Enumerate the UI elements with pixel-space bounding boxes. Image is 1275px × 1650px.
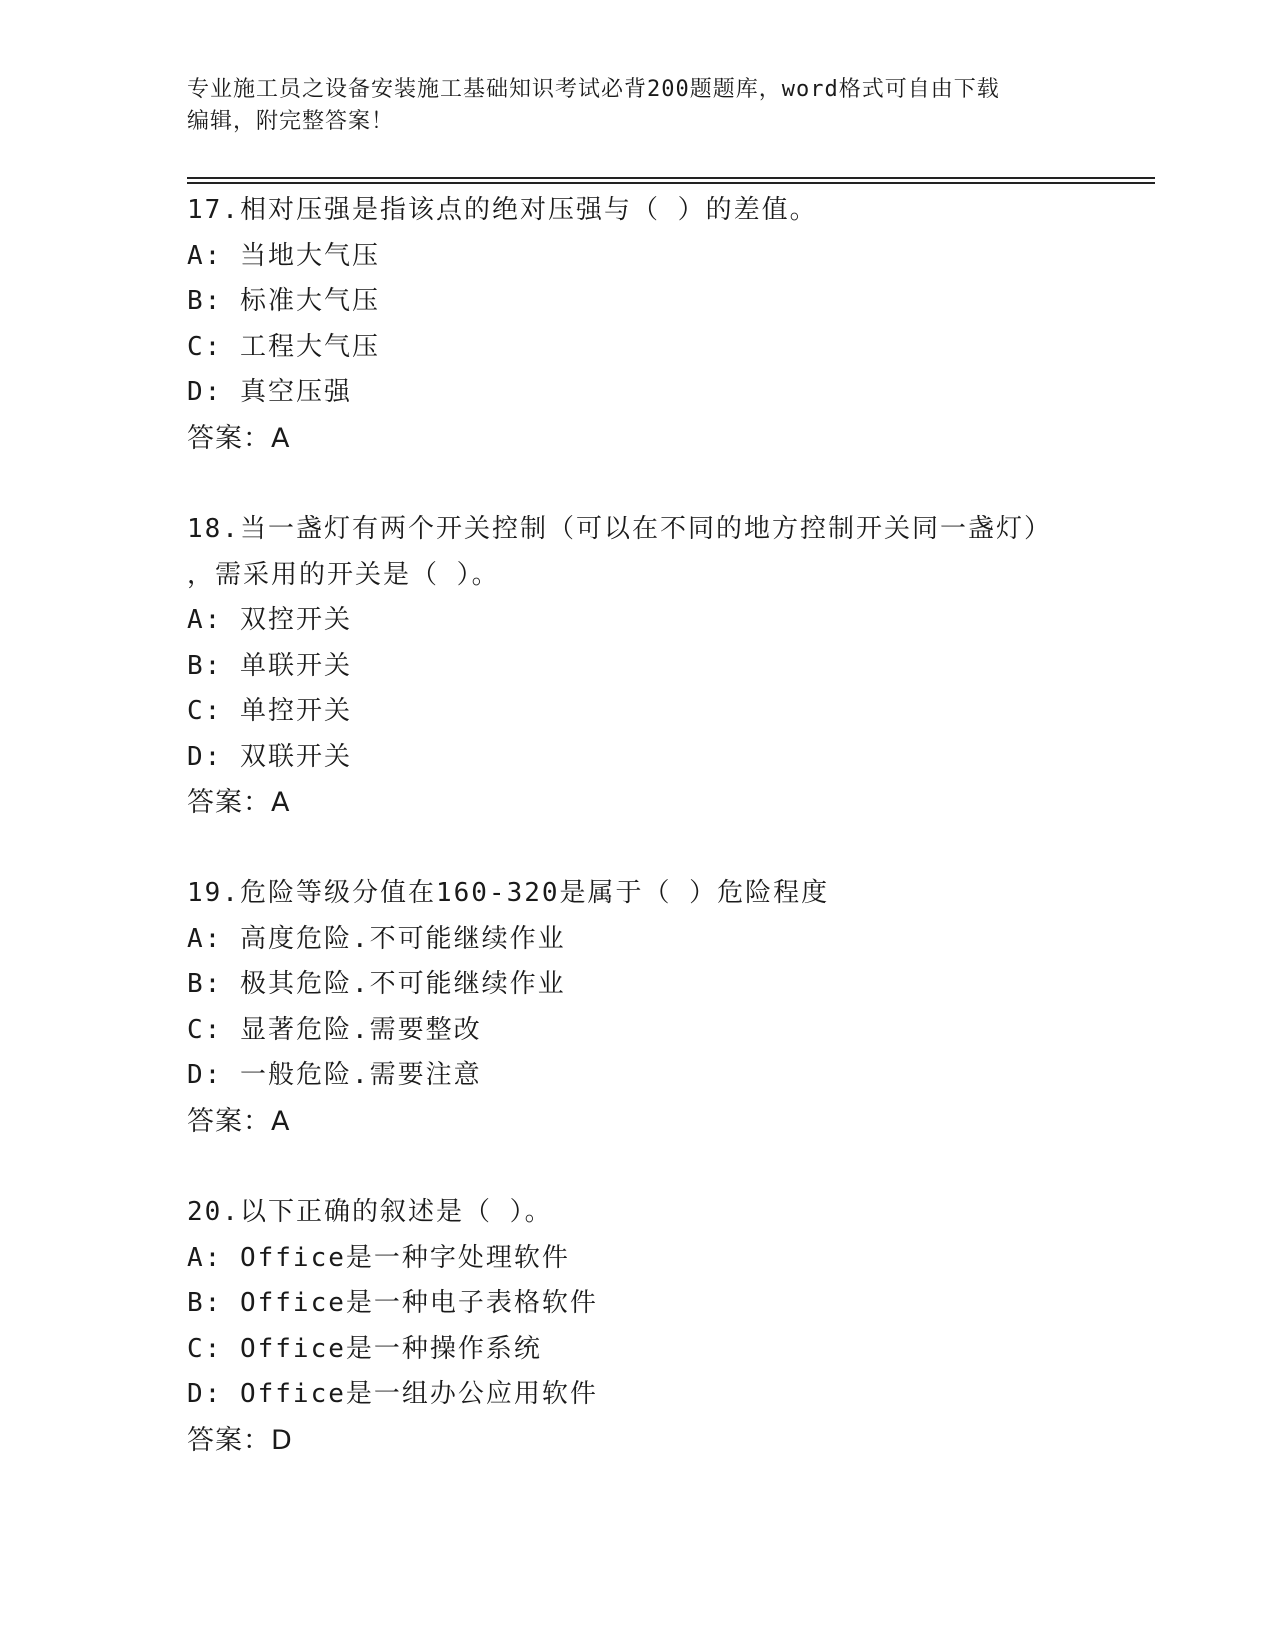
- option-a: A: 当地大气压: [187, 240, 380, 271]
- option-c: C: 工程大气压: [187, 331, 380, 362]
- header-title-line-2: 编辑，附完整答案！: [187, 109, 395, 134]
- document-header: [187, 74, 1067, 138]
- answer-line: 答案：D: [187, 1424, 293, 1456]
- option-a: A: 双控开关: [187, 605, 352, 635]
- option-c: C: 显著危险.需要整改: [187, 1014, 482, 1045]
- question-stem: 17.相对压强是指该点的绝对压强与（ ）的差值。: [187, 195, 818, 225]
- option-b: B: 标准大气压: [187, 286, 380, 316]
- option-d: D: 真空压强: [187, 377, 352, 407]
- option-a: A: Office是一种字处理软件: [187, 1242, 570, 1273]
- option-a: A: 高度危险.不可能继续作业: [187, 923, 566, 954]
- option-d: D: 一般危险.需要注意: [187, 1060, 482, 1090]
- question-block: [187, 1190, 1087, 1463]
- question-stem: 19.危险等级分值在160-320是属于（ ）危险程度: [187, 878, 830, 908]
- question-block: [187, 507, 1087, 826]
- header-title-line-1: 专业施工员之设备安装施工基础知识考试必背200题题库，word格式可自由下载: [187, 77, 1000, 102]
- option-c: C: 单控开关: [187, 696, 352, 726]
- answer-line: 答案：A: [187, 1105, 291, 1137]
- question-stem: 18.当一盏灯有两个开关控制（可以在不同的地方控制开关同一盏灯）: [187, 514, 1052, 544]
- option-b: B: 单联开关: [187, 650, 352, 681]
- option-c: C: Office是一种操作系统: [187, 1333, 542, 1364]
- question-stem: 20.以下正确的叙述是（ ）。: [187, 1197, 553, 1227]
- option-b: B: 极其危险.不可能继续作业: [187, 969, 566, 999]
- option-d: D: Office是一组办公应用软件: [187, 1379, 598, 1409]
- question-block: [187, 188, 1087, 461]
- option-b: B: Office是一种电子表格软件: [187, 1288, 598, 1318]
- question-block: [187, 871, 1087, 1144]
- header-divider-top: [187, 177, 1155, 179]
- answer-line: 答案：A: [187, 422, 291, 454]
- option-d: D: 双联开关: [187, 741, 352, 772]
- header-divider-bottom: [187, 182, 1155, 184]
- answer-line: 答案：A: [187, 787, 291, 818]
- question-stem-continued: ，需采用的开关是（ ）。: [187, 559, 500, 590]
